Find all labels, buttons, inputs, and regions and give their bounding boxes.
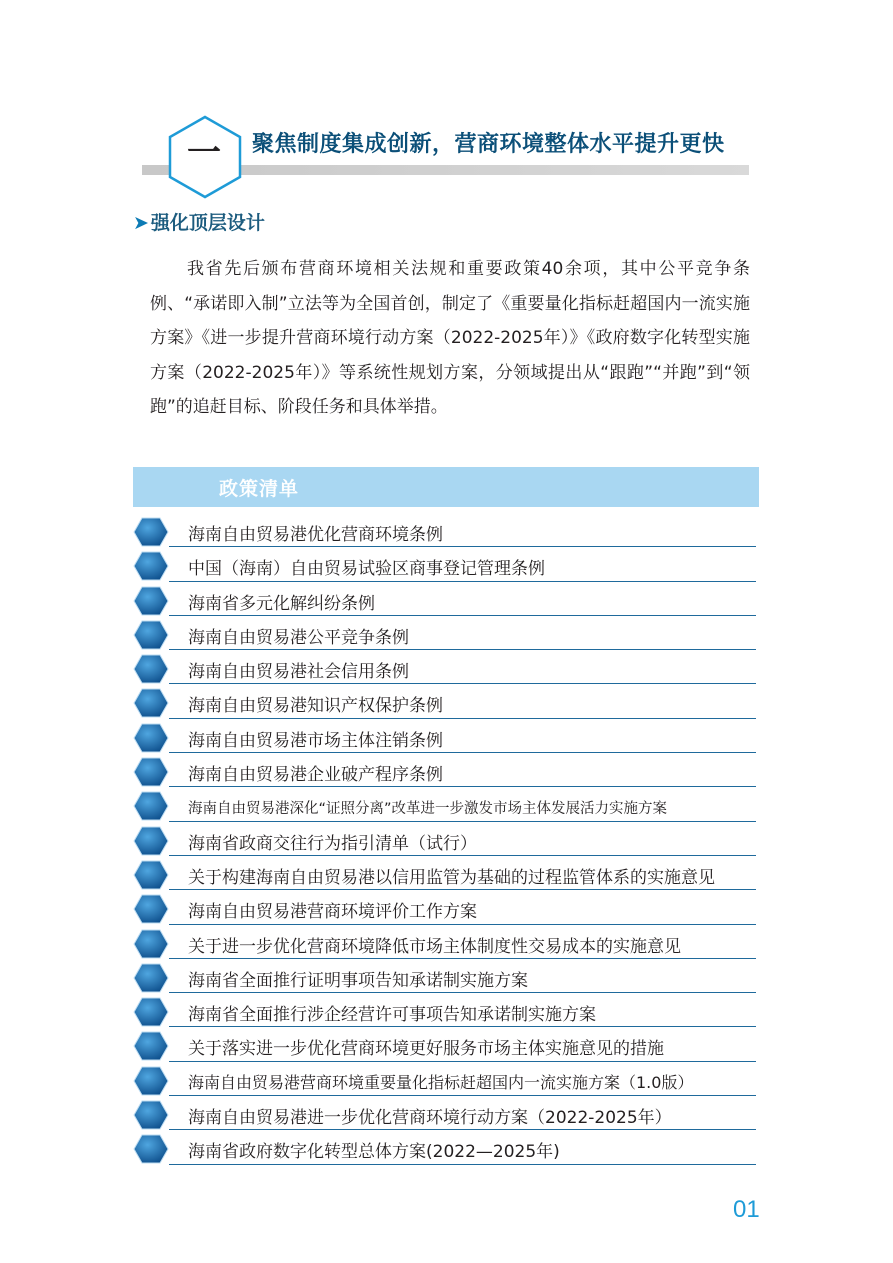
- policy-title: 关于构建海南自由贸易港以信用监管为基础的过程监管体系的实施意见: [188, 867, 715, 888]
- hexagon-bullet-icon: [133, 586, 169, 616]
- hexagon-bullet-icon: [133, 688, 169, 718]
- policy-title: 海南自由贸易港知识产权保护条例: [188, 696, 443, 717]
- policy-list-item: [133, 649, 759, 683]
- policy-list-item: [133, 1026, 759, 1060]
- hexagon-bullet-icon: [133, 1066, 169, 1096]
- policy-list-item: [133, 1061, 759, 1095]
- subheading: [133, 208, 265, 235]
- policy-list-item: [133, 718, 759, 752]
- page-number: 01: [733, 1196, 760, 1223]
- policy-title: 海南省政商交往行为指引清单（试行）: [188, 833, 477, 854]
- policy-title: 海南自由贸易港深化“证照分离”改革进一步激发市场主体发展活力实施方案: [188, 801, 668, 818]
- policy-title: 海南省全面推行涉企经营许可事项告知承诺制实施方案: [188, 1005, 596, 1026]
- hexagon-bullet-icon: [133, 551, 169, 581]
- policy-title: 海南自由贸易港公平竞争条例: [188, 627, 409, 648]
- hexagon-bullet-icon: [133, 1031, 169, 1061]
- policy-list-item: [133, 855, 759, 889]
- policy-list-item: [133, 615, 759, 649]
- policy-list-item: [133, 1129, 759, 1163]
- policy-banner-title: 政策清单: [219, 478, 300, 500]
- policy-list-item: [133, 546, 759, 580]
- policy-title: 关于落实进一步优化营商环境更好服务市场主体实施意见的措施: [188, 1039, 664, 1060]
- hexagon-bullet-icon: [133, 723, 169, 753]
- policy-list-item: [133, 1095, 759, 1129]
- policy-list-item: [133, 752, 759, 786]
- policy-title: 中国（海南）自由贸易试验区商事登记管理条例: [188, 559, 545, 580]
- policy-title: 海南自由贸易港市场主体注销条例: [188, 730, 443, 751]
- hexagon-bullet-icon: [133, 517, 169, 547]
- policy-list-item: [133, 889, 759, 923]
- hexagon-bullet-icon: [133, 929, 169, 959]
- policy-title: 海南省政府数字化转型总体方案(2022—2025年): [188, 1142, 560, 1163]
- policy-list-item: [133, 992, 759, 1026]
- policy-list-item: [133, 683, 759, 717]
- hexagon-bullet-icon: [133, 860, 169, 890]
- policy-list-item: [133, 958, 759, 992]
- policy-title: 海南自由贸易港营商环境重要量化指标赶超国内一流实施方案（1.0版）: [188, 1072, 694, 1092]
- hexagon-bullet-icon: [133, 1100, 169, 1130]
- section-header: [140, 115, 760, 200]
- arrow-icon: ➤: [133, 212, 149, 234]
- policy-list-item: [133, 821, 759, 855]
- policy-list: [133, 512, 759, 1164]
- hexagon-bullet-icon: [133, 963, 169, 993]
- row-divider: [169, 1164, 756, 1165]
- hexagon-bullet-icon: [133, 894, 169, 924]
- hexagon-bullet-icon: [133, 826, 169, 856]
- policy-list-item: [133, 924, 759, 958]
- policy-title: 海南自由贸易港优化营商环境条例: [188, 525, 443, 545]
- policy-title: 海南自由贸易港社会信用条例: [188, 662, 409, 683]
- policy-title: 海南自由贸易港企业破产程序条例: [188, 765, 443, 786]
- section-title: 聚焦制度集成创新，营商环境整体水平提升更快: [252, 132, 725, 157]
- hexagon-bullet-icon: [133, 654, 169, 684]
- policy-banner: [133, 467, 759, 507]
- hexagon-bullet-icon: [133, 997, 169, 1027]
- hexagon-bullet-icon: [133, 1134, 169, 1164]
- hexagon-bullet-icon: [133, 620, 169, 650]
- policy-title: 海南自由贸易港进一步优化营商环境行动方案（2022-2025年）: [188, 1108, 672, 1129]
- body-paragraph: 我省先后颁布营商环境相关法规和重要政策40余项，其中公平竞争条例、“承诺即入制”立法等为全国首创，制定了《重要量化指标赶超国内一流实施方案》《进一步提升营商环境行动方案（2022-2025年）》《政府数字化转型实施方案（2022-2025年）》等系统性规划方案，分领域提出从“跟跑”“并跑”到“领跑”的追赶目标、阶段任务和具体举措。: [150, 259, 750, 417]
- hexagon-bullet-icon: [133, 791, 169, 821]
- policy-list-item: [133, 581, 759, 615]
- section-number: 一: [187, 133, 221, 173]
- policy-title: 关于进一步优化营商环境降低市场主体制度性交易成本的实施意见: [188, 936, 681, 957]
- hexagon-bullet-icon: [133, 757, 169, 787]
- policy-list-item: [133, 786, 759, 820]
- policy-list-item: [133, 512, 759, 546]
- policy-title: 海南省全面推行证明事项告知承诺制实施方案: [188, 970, 528, 991]
- policy-title: 海南省多元化解纠纷条例: [188, 593, 375, 614]
- subheading-title: 强化顶层设计: [150, 212, 265, 234]
- policy-title: 海南自由贸易港营商环境评价工作方案: [188, 902, 477, 923]
